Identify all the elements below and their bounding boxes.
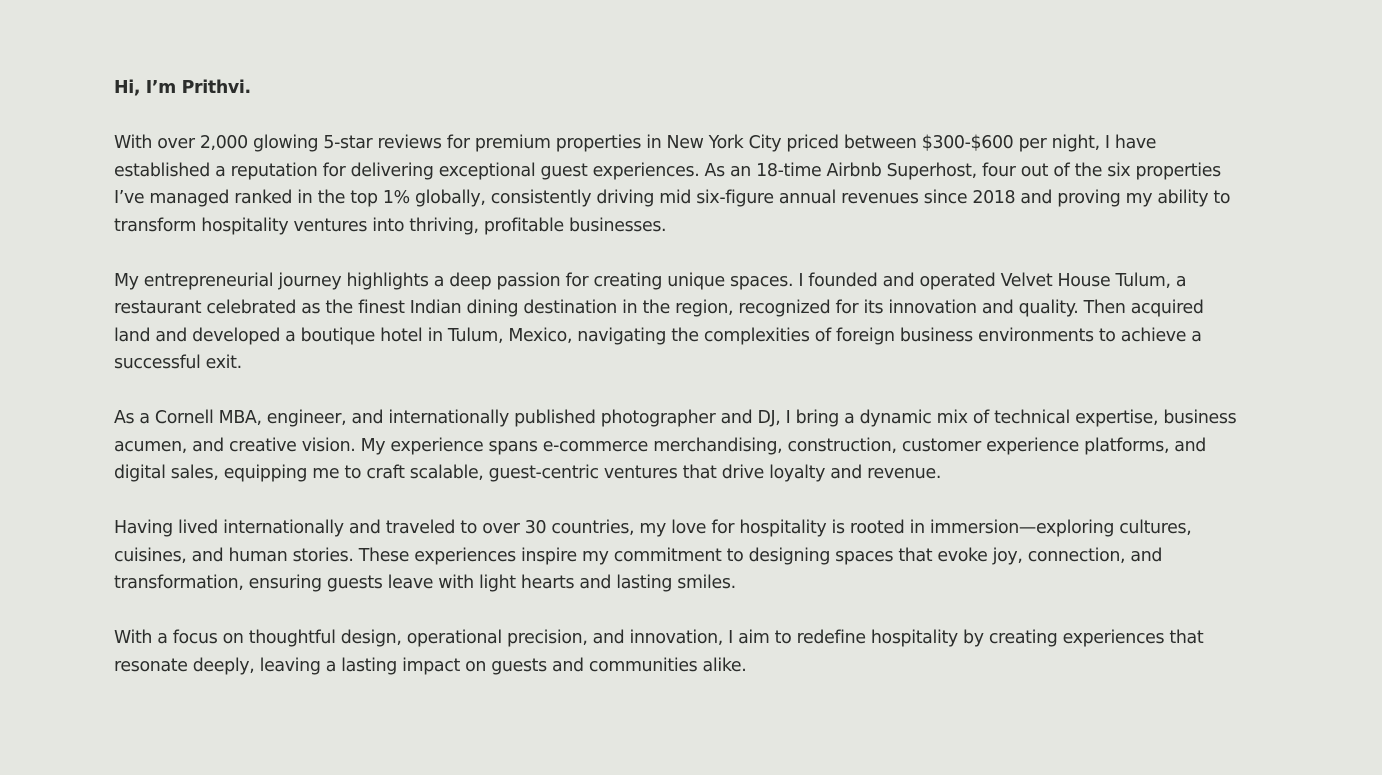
about-content (114, 75, 1242, 680)
paragraph-travel: Having lived internationally and traveled to over 30 countries, my love for hospitality is rooted in immersion—exploring cultures, cuisines, and human stories. These experiences inspire my commitment to designing spaces that evoke joy, connection, and transformation, ensuring guests leave with light hearts and lasting smiles. (114, 518, 1192, 593)
paragraph-background: As a Cornell MBA, engineer, and internationally published photographer and DJ, I bring a dynamic mix of technical expertise, business acumen, and creative vision. My experience spans e-commerce merchandising, construction, customer experience platforms, and digital sales, equipping me to craft scalable, guest-centric ventures that drive loyalty and revenue. (114, 408, 1237, 483)
paragraph-reviews: With over 2,000 glowing 5-star reviews for premium properties in New York City priced between $300-$600 per night, I have established a reputation for delivering exceptional guest experiences. As an 18-time Airbnb Superhost, four out of the six properties I’ve managed ranked in the top 1% globally, consistently driving mid six-figure annual revenues since 2018 and proving my ability to transform hospitality ventures into thriving, profitable businesses. (114, 133, 1231, 236)
paragraph-entrepreneurial-journey: My entrepreneurial journey highlights a deep passion for creating unique spaces. I founded and operated Velvet House Tulum, a restaurant celebrated as the finest Indian dining destination in the region, recognized for its innovation and quality. Then acquired land and developed a boutique hotel in Tulum, Mexico, navigating the complexities of foreign business environments to achieve a successful exit. (114, 270, 1204, 373)
greeting-heading: Hi, I’m Prithvi. (114, 78, 251, 98)
paragraph-focus: With a focus on thoughtful design, operational precision, and innovation, I aim to redefine hospitality by creating experiences that resonate deeply, leaving a lasting impact on guests and communities alike. (114, 628, 1204, 676)
